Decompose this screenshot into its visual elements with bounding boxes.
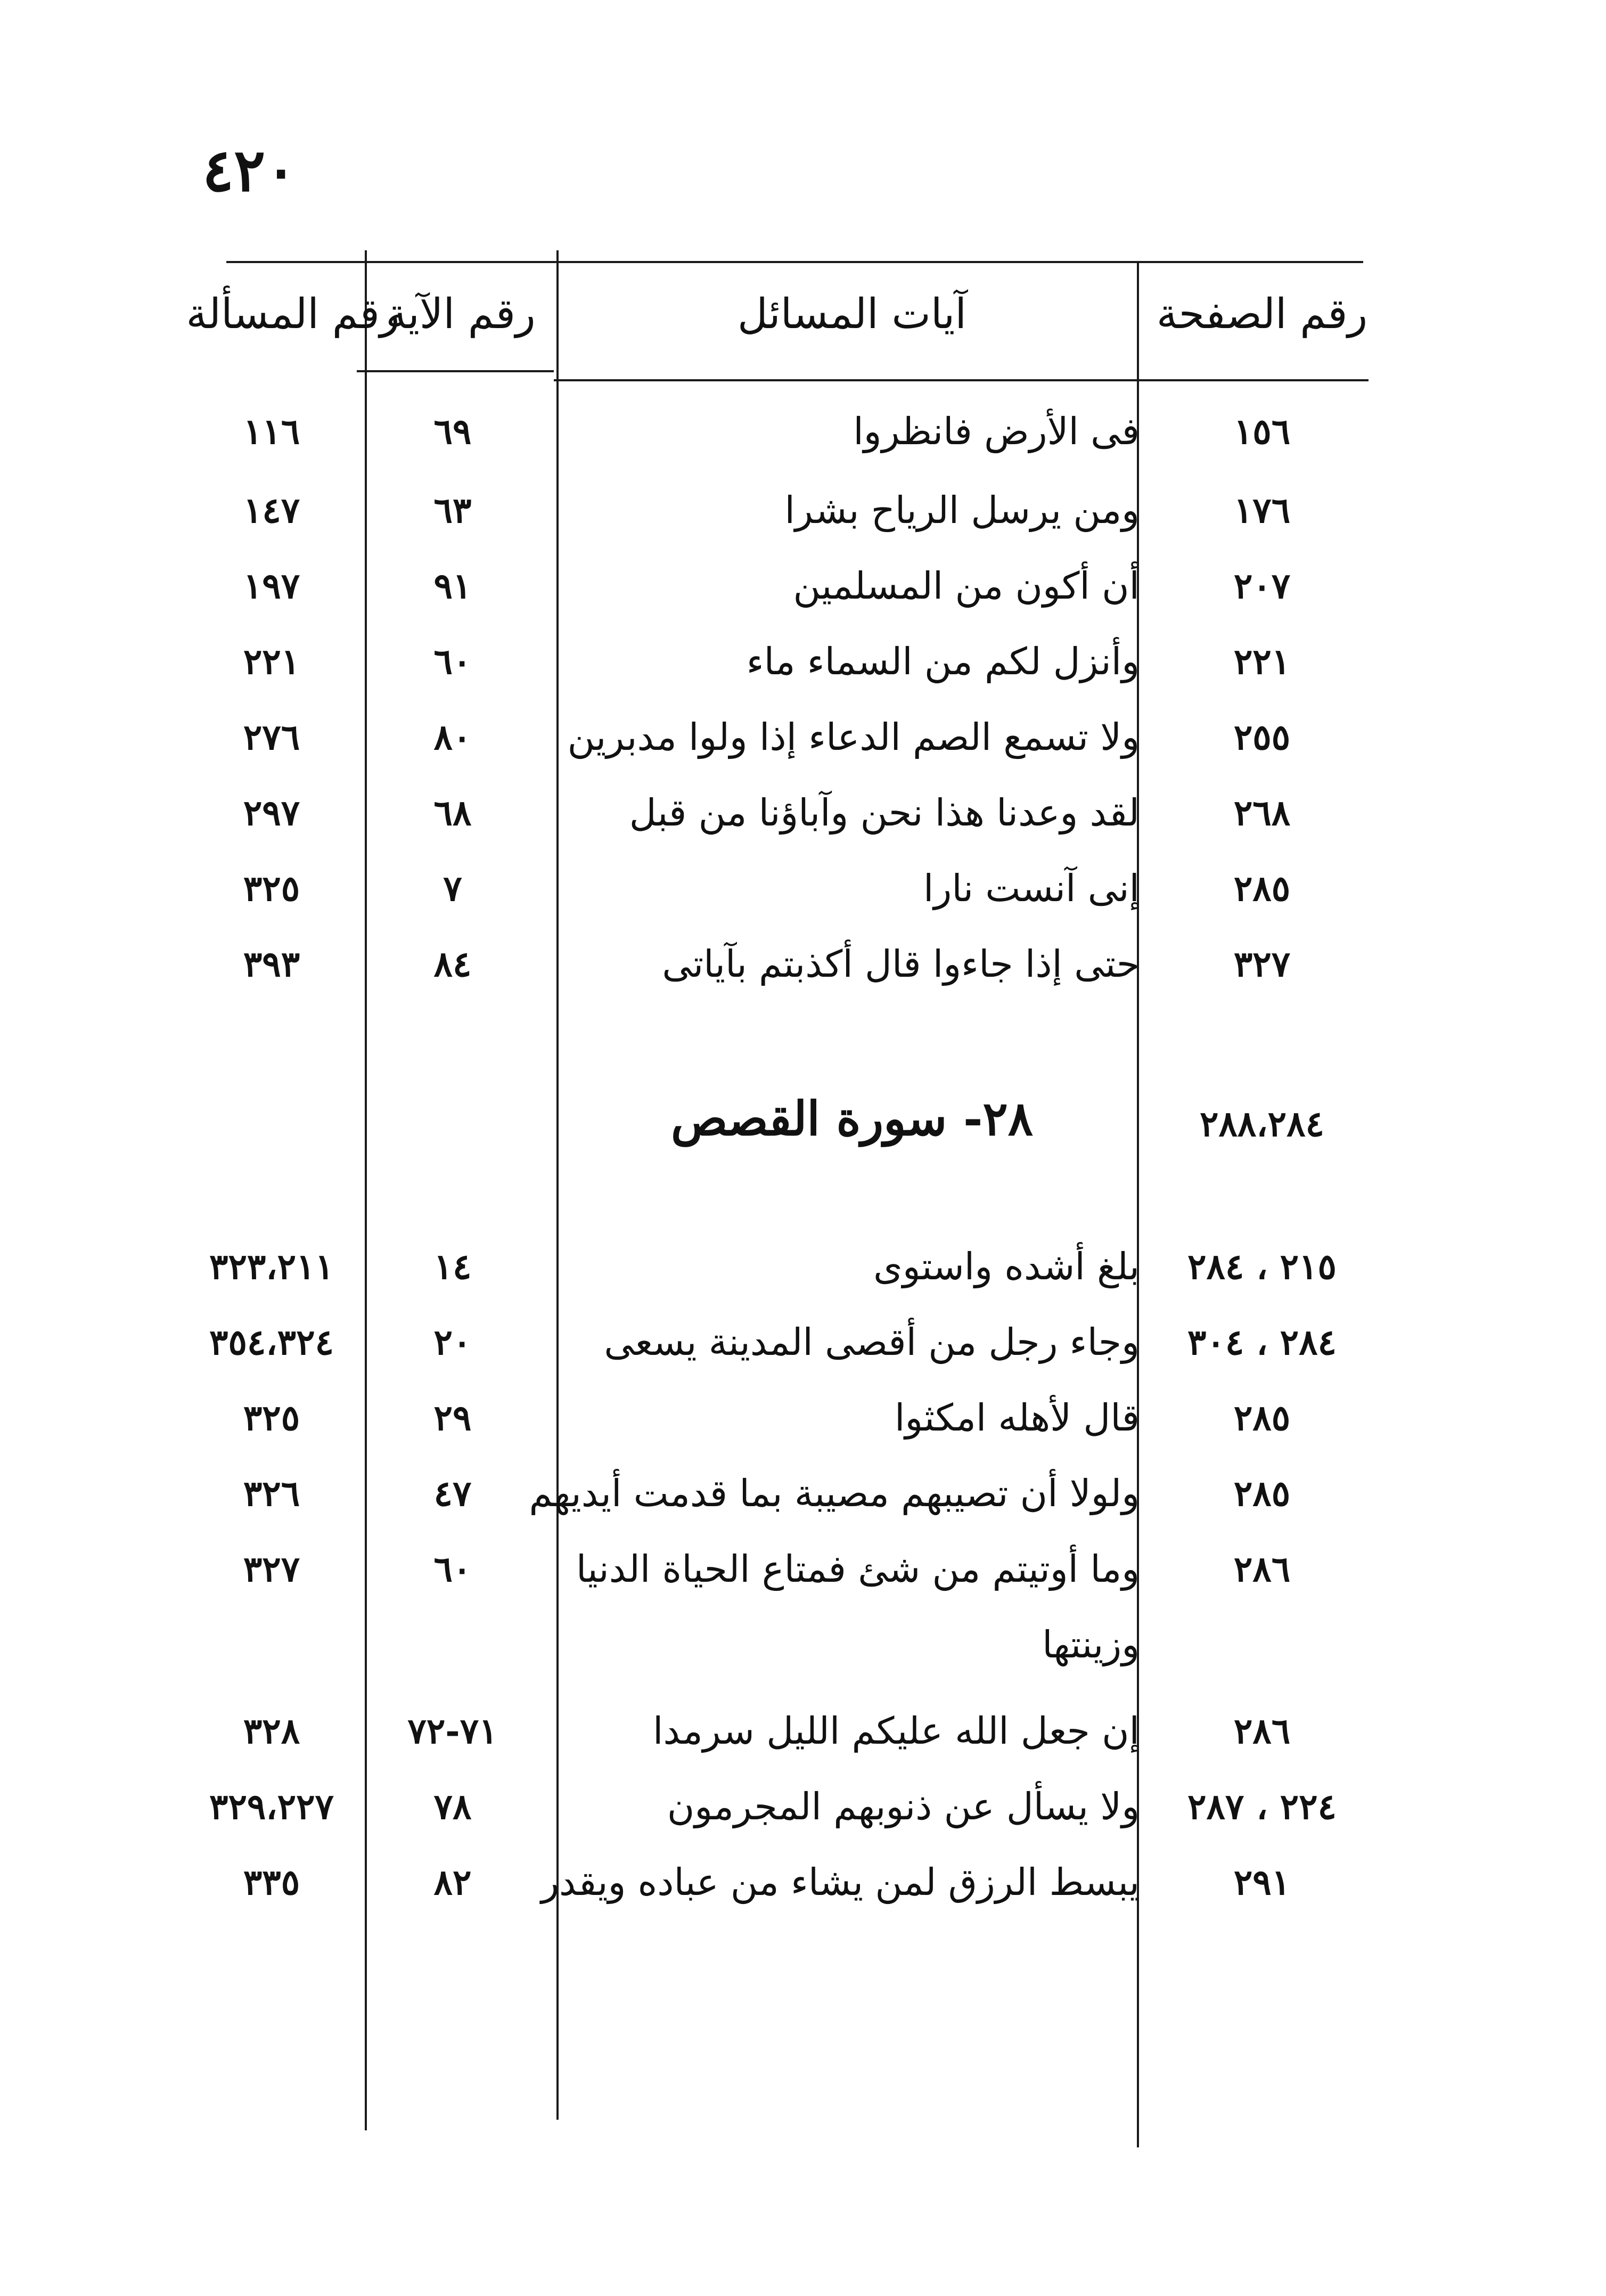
page-cell: ٢٨٥ xyxy=(1233,1473,1291,1514)
surah-page-range: ٢٨٨،٢٨٤ xyxy=(1200,1103,1324,1145)
ayah-cell: ٦٨ xyxy=(433,792,472,834)
table-row xyxy=(0,927,1606,1001)
ayah-cell: ٨٠ xyxy=(433,716,472,758)
table-row xyxy=(0,1769,1606,1844)
page-cell: ٢٥٥ xyxy=(1233,716,1291,758)
page-cell: ٣٢٧ xyxy=(1233,943,1291,985)
ayah-cell: ٧١-٧٢ xyxy=(407,1710,498,1752)
page-cell: ٢٩١ xyxy=(1233,1861,1291,1903)
table-row-continuation xyxy=(0,1607,1606,1682)
issue-cell: ٢٩٧ xyxy=(243,792,300,834)
issue-cell: ٣٢٦ xyxy=(243,1473,300,1514)
ayah-cell: ٨٤ xyxy=(433,943,472,985)
verse-cell: لقد وعدنا هذا نحن وآباؤنا من قبل xyxy=(629,791,1140,835)
page-cell: ٢٢٤ ، ٢٨٧ xyxy=(1187,1786,1337,1827)
verse-cell: وجاء رجل من أقصى المدينة يسعى xyxy=(604,1320,1140,1364)
verse-cell: إن جعل الله عليكم الليل سرمدا xyxy=(653,1709,1140,1753)
page-cell: ٢٨٤ ، ٣٠٤ xyxy=(1187,1321,1337,1363)
issue-cell: ٣٢٩،٢٢٧ xyxy=(209,1786,334,1827)
ayah-cell: ٨٢ xyxy=(433,1861,472,1903)
ayah-cell: ١٤ xyxy=(433,1246,472,1287)
verse-cell: وما أوتيتم من شئ فمتاع الحياة الدنيا xyxy=(576,1547,1140,1591)
verse-cell: ولا تسمع الصم الدعاء إذا ولوا مدبرين xyxy=(567,715,1140,759)
verse-cell: وأنزل لكم من السماء ماء xyxy=(746,640,1140,683)
table-row xyxy=(0,1532,1606,1606)
verse-cell: قال لأهله امكثوا xyxy=(894,1396,1140,1440)
page-cell: ٢٨٦ xyxy=(1233,1548,1291,1590)
issue-cell: ١١٦ xyxy=(243,411,300,452)
header-top-rule xyxy=(226,261,1363,263)
issue-cell: ٣٣٥ xyxy=(243,1861,300,1903)
page-cell: ٢٦٨ xyxy=(1233,792,1291,834)
table-row xyxy=(0,1380,1606,1455)
ayah-cell xyxy=(370,1607,535,1682)
verse-cell: ولا يسأل عن ذنوبهم المجرمون xyxy=(667,1785,1140,1828)
table-row xyxy=(0,1845,1606,1919)
verse-cell: حتى إذا جاءوا قال أكذبتم بآياتى xyxy=(662,942,1140,986)
verse-cell: فى الأرض فانظروا xyxy=(853,410,1140,453)
ayah-cell: ٩١ xyxy=(433,565,472,607)
page-cell: ٢١٥ ، ٢٨٤ xyxy=(1187,1246,1337,1287)
issue-cell: ٣٢٥ xyxy=(243,1397,300,1439)
table-row xyxy=(0,473,1606,548)
issue-cell: ٢٢١ xyxy=(243,641,300,682)
issue-cell: ١٤٧ xyxy=(243,489,300,531)
table-row xyxy=(0,394,1606,469)
table-row xyxy=(0,1456,1606,1531)
header-bottom-rule xyxy=(554,379,1369,381)
page-cell: ٢٨٥ xyxy=(1233,868,1291,909)
page-cell: ٢٨٥ xyxy=(1233,1397,1291,1439)
page-number: ٤٢٠ xyxy=(202,136,297,205)
page-cell: ١٥٦ xyxy=(1233,411,1291,452)
verse-cell: أن أكون من المسلمين xyxy=(793,564,1140,608)
page-cell: ١٧٦ xyxy=(1233,489,1291,531)
verse-cell: يبسط الرزق لمن يشاء من عباده ويقدر xyxy=(541,1860,1140,1904)
issue-cell: ٣٥٤،٣٢٤ xyxy=(209,1321,334,1363)
page-cell: ٢٨٦ xyxy=(1233,1710,1291,1752)
table-row xyxy=(0,700,1606,774)
ayah-cell: ٧٨ xyxy=(433,1786,472,1827)
table-row xyxy=(0,775,1606,850)
page-cell xyxy=(1150,1607,1374,1682)
ayah-cell: ٧ xyxy=(443,868,462,909)
issue-cell xyxy=(181,1607,362,1682)
verse-cell: ولولا أن تصيبهم مصيبة بما قدمت أيديهم xyxy=(529,1472,1140,1515)
table-row xyxy=(0,851,1606,926)
issue-cell: ٣٢٧ xyxy=(243,1548,300,1590)
ayah-cell: ٦٠ xyxy=(433,1548,472,1590)
ayah-cell: ٢٩ xyxy=(433,1397,472,1439)
table-row xyxy=(0,549,1606,623)
surah-heading: ٢٨- سورة القصص xyxy=(670,1091,1034,1146)
issue-cell: ١٩٧ xyxy=(243,565,300,607)
header-verses: آيات المسائل xyxy=(737,290,967,338)
table-row xyxy=(0,624,1606,699)
verse-cell: ومن يرسل الرياح بشرا xyxy=(784,488,1140,532)
table-row xyxy=(0,1229,1606,1304)
verse-cell: وزينتها xyxy=(1042,1623,1140,1666)
header-issue-number: رقم المسألة xyxy=(186,290,400,338)
header-bottom-rule-left xyxy=(357,370,554,372)
issue-cell: ٣٩٣ xyxy=(243,943,300,985)
ayah-cell: ٤٧ xyxy=(433,1473,472,1514)
header-page-number: رقم الصفحة xyxy=(1156,290,1368,338)
ayah-cell: ٦٠ xyxy=(433,641,472,682)
issue-cell: ٣٢٨ xyxy=(243,1710,300,1752)
issue-cell: ٢٧٦ xyxy=(243,716,300,758)
ayah-cell: ٦٩ xyxy=(433,411,472,452)
page-cell: ٢٢١ xyxy=(1233,641,1291,682)
table-row xyxy=(0,1694,1606,1768)
verse-cell: بلغ أشده واستوى xyxy=(873,1245,1140,1288)
issue-cell: ٣٢٥ xyxy=(243,868,300,909)
verse-cell: إنى آنست نارا xyxy=(923,867,1140,910)
issue-cell: ٣٢٣،٢١١ xyxy=(209,1246,334,1287)
table-row xyxy=(0,1305,1606,1379)
ayah-cell: ٢٠ xyxy=(433,1321,472,1363)
page-cell: ٢٠٧ xyxy=(1233,565,1291,607)
header-ayah-number: رقم الآية xyxy=(386,290,536,338)
ayah-cell: ٦٣ xyxy=(433,489,472,531)
